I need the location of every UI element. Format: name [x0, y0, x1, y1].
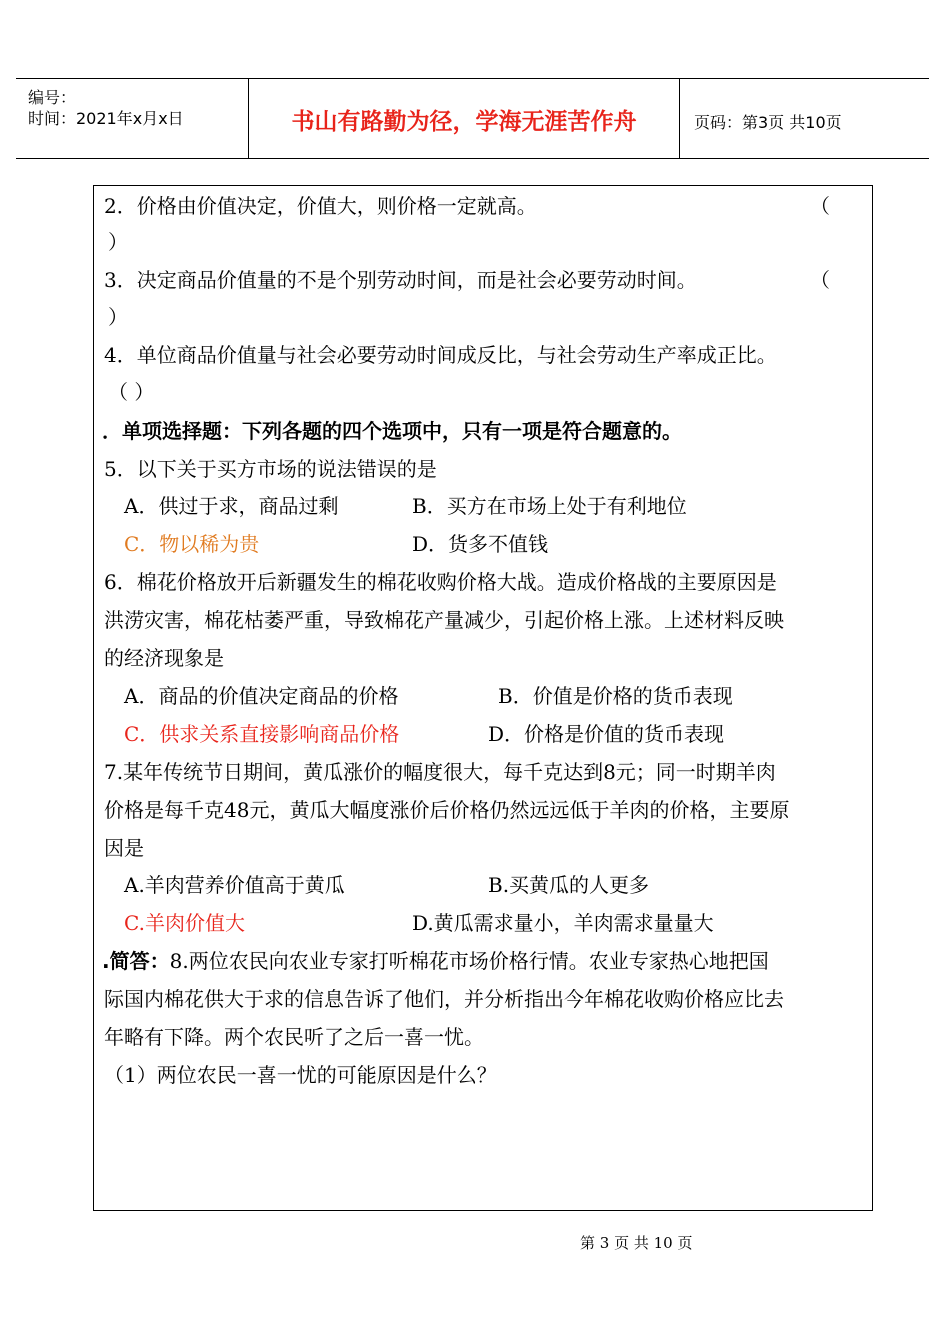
question-5-option-c: C．物以稀为贵 [124, 532, 260, 556]
header-motto-cell [249, 79, 680, 158]
header-info-cell [16, 79, 249, 158]
answer-paren-4: （ ） [108, 380, 155, 404]
question-3: 3．决定商品价值量的不是个别劳动时间，而是社会必要劳动时间。 [104, 268, 697, 292]
question-7-option-a: A.羊肉营养价值高于黄瓜 [124, 873, 345, 897]
question-7-line-1: 7.某年传统节日期间，黄瓜涨价的幅度很大，每千克达到8元；同一时期羊肉 [104, 760, 776, 784]
question-5-option-d: D．货多不值钱 [412, 532, 549, 556]
document-date-label: 时间：2021年x月x日 [28, 109, 184, 128]
answer-paren-close-3: ） [108, 305, 128, 329]
question-7-option-d: D.黄瓜需求量小，羊肉需求量量大 [412, 911, 714, 935]
question-8-line-2: 际国内棉花供大于求的信息告诉了他们，并分析指出今年棉花收购价格应比去 [104, 987, 784, 1011]
question-5-option-a: A．供过于求，商品过剩 [124, 494, 339, 518]
question-5-option-b: B．买方在市场上处于有利地位 [412, 494, 687, 518]
question-5: 5．以下关于买方市场的说法错误的是 [104, 457, 437, 481]
header-page-code: 页码：第3页 共10页 [694, 113, 842, 132]
question-6-option-d: D．价格是价值的货币表现 [488, 722, 725, 746]
question-6-line-3: 的经济现象是 [104, 646, 224, 670]
question-4: 4．单位商品价值量与社会必要劳动时间成反比，与社会劳动生产率成正比。 [104, 343, 777, 367]
question-box [93, 185, 873, 1211]
answer-paren-open-3: （ [810, 268, 830, 292]
question-8-text: 8.两位农民向农业专家打听棉花市场价格行情。农业专家热心地把国 [169, 949, 769, 973]
question-6-option-b: B．价值是价格的货币表现 [498, 684, 733, 708]
header-page-cell [680, 79, 929, 158]
question-7-option-b: B.买黄瓜的人更多 [488, 873, 650, 897]
page-header [16, 78, 929, 159]
question-6-option-c: C．供求关系直接影响商品价格 [124, 722, 400, 746]
document-number-label: 编号： [28, 88, 77, 107]
question-2: 2．价格由价值决定，价值大，则价格一定就高。 [104, 194, 537, 218]
page-footer: 第 3 页 共 10 页 [580, 1234, 693, 1252]
section-short-answer-heading: .简答： [102, 949, 170, 973]
question-8-subquestion-1: （1）两位农民一喜一忧的可能原因是什么？ [104, 1063, 497, 1087]
question-6-line-2: 洪涝灾害，棉花枯萎严重，导致棉花产量减少，引起价格上涨。上述材料反映 [104, 608, 784, 632]
question-8-line-3: 年略有下降。两个农民听了之后一喜一忧。 [104, 1025, 484, 1049]
answer-paren-open-2: （ [810, 194, 830, 218]
question-7-line-2: 价格是每千克48元，黄瓜大幅度涨价后价格仍然远远低于羊肉的价格，主要原 [104, 798, 790, 822]
question-7-option-c: C.羊肉价值大 [124, 911, 245, 935]
question-6-option-a: A．商品的价值决定商品的价格 [124, 684, 399, 708]
question-8-line-1 [102, 951, 769, 971]
answer-paren-close-2: ） [108, 230, 128, 254]
question-6-line-1: 6．棉花价格放开后新疆发生的棉花收购价格大战。造成价格战的主要原因是 [104, 570, 777, 594]
section-single-choice-heading: ．单项选择题：下列各题的四个选项中，只有一项是符合题意的。 [102, 419, 682, 443]
question-7-line-3: 因是 [104, 836, 144, 860]
header-motto: 书山有路勤为径，学海无涯苦作舟 [291, 109, 637, 135]
